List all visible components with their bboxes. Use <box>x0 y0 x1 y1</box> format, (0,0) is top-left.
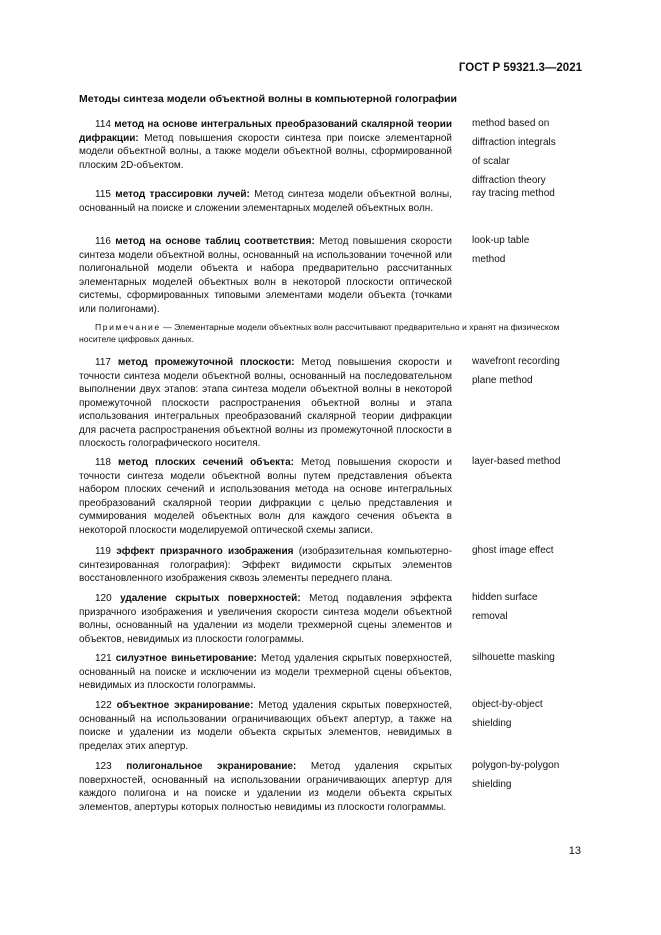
page-number: 13 <box>568 845 581 857</box>
english-equivalent-118: layer-based method <box>472 456 561 467</box>
term-entry-121: 121 силуэтное виньетирование: Метод удаления скрытых поверхностей, основанный на поиске и исключении из модели трехмерной сцены объектов, невидимых из плоскости голограммы. <box>79 653 452 691</box>
section-title: Методы синтеза модели объектной волны в компьютерной голографии <box>79 93 457 105</box>
note-label: Примечание <box>95 322 161 332</box>
english-equivalent-117: wavefront recording plane method <box>472 356 560 386</box>
english-equivalent-114: method based on diffraction integrals of scalar diffraction theory <box>472 118 556 186</box>
term-entry-123: 123 полигональное экранирование: Метод удаления скрытых поверхностей, основанный на использовании ограничивающих апертур для каждого полигона и на поиске и удалении из модели объекта скрытых элементов, апертуры которых полностью невидимы из плоскости голограммы. <box>79 761 453 813</box>
term-entry-118: 118 метод плоских сечений объекта: Метод повышения скорости и точности синтеза модели объектной волны путем представления объекта набором плоских сечений и использования метода на основе интегральных преобразований скалярной теории дифракции с целью представления и суммирования моделей объектных волн для каждого сечения объекта в некоторой плоскости моделируемой оптической схемы записи. <box>79 457 453 536</box>
term-definition: Метод повышения скорости синтеза при поиске элементарной модели объектной волны, а также модели объектной волны, сформированной плоским 2D-объектом. <box>79 132 452 171</box>
english-equivalent-123: polygon-by-polygon shielding <box>472 760 560 790</box>
english-equivalent-120: hidden surface removal <box>472 592 538 622</box>
term-entry-115: 115 метод трассировки лучей: Метод синтеза модели объектной волны, основанный на поиске и сложении элементарных моделей объектных волн. <box>79 189 453 214</box>
note-text: — Элементарные модели объектных волн рассчитывают предварительно и хранят на физическом носителе цифровых данных. <box>79 322 560 344</box>
term-entry-116: 116 метод на основе таблиц соответствия: Метод повышения скорости синтеза модели объектной волны, основанный на использовании точечной или полигональной модели объекта и набора предварительно рассчитанных элементарных моделей объектных волн в некоторой плоскости оптической системы, сформированных типовыми элементами модели объекта (точками или полигонами). <box>79 236 453 315</box>
english-equivalent-121: silhouette masking <box>472 652 555 663</box>
standard-number: ГОСТ Р 59321.3—2021 <box>458 62 582 74</box>
term-name: метод на основе интегральных преобразований скалярной теории дифракции: <box>79 119 453 144</box>
term-entry-117: 117 метод промежуточной плоскости: Метод повышения скорости и точности синтеза модели объектной волны, основанный на последовательном выполнении двух этапов: этапа синтеза модели объектной волны в некоторой промежуточной плоскости распространения объектной волны и этапа использования интегральных преобразований скалярной теории дифракции для расчета распространения объектной волны из промежуточной плоскости в плоскость голографического носителя. <box>79 357 453 449</box>
term-number: 114 <box>95 119 111 130</box>
english-equivalent-122: object-by-object shielding <box>472 699 543 729</box>
english-equivalent-115: ray tracing method <box>472 188 555 199</box>
term-entry-119: 119 эффект призрачного изображения (изобразительная компьютерно-синтезированная голография): Эффект видимости скрытых элементов восстановленного изображения сквозь элементы переднего плана. <box>79 546 453 584</box>
term-entry-114 <box>79 118 452 172</box>
note <box>79 322 579 345</box>
term-entry-122: 122 объектное экранирование: Метод удаления скрытых поверхностей, основанный на использовании ограничивающих объект апертур, а также на поиске и удалении из модели объекта скрытых элементов, невидимых в пределах этих апертур. <box>79 700 453 752</box>
term-entry-120: 120 удаление скрытых поверхностей: Метод подавления эффекта призрачного изображения и увеличения скорости синтеза модели объектной волны, основанный на удалении из модели трехмерной сцены элементов и объектов, невидимых из плоскости голограммы. <box>79 593 452 645</box>
english-equivalent-119: ghost image effect <box>472 545 554 556</box>
english-equivalent-116: look-up table method <box>472 235 530 265</box>
